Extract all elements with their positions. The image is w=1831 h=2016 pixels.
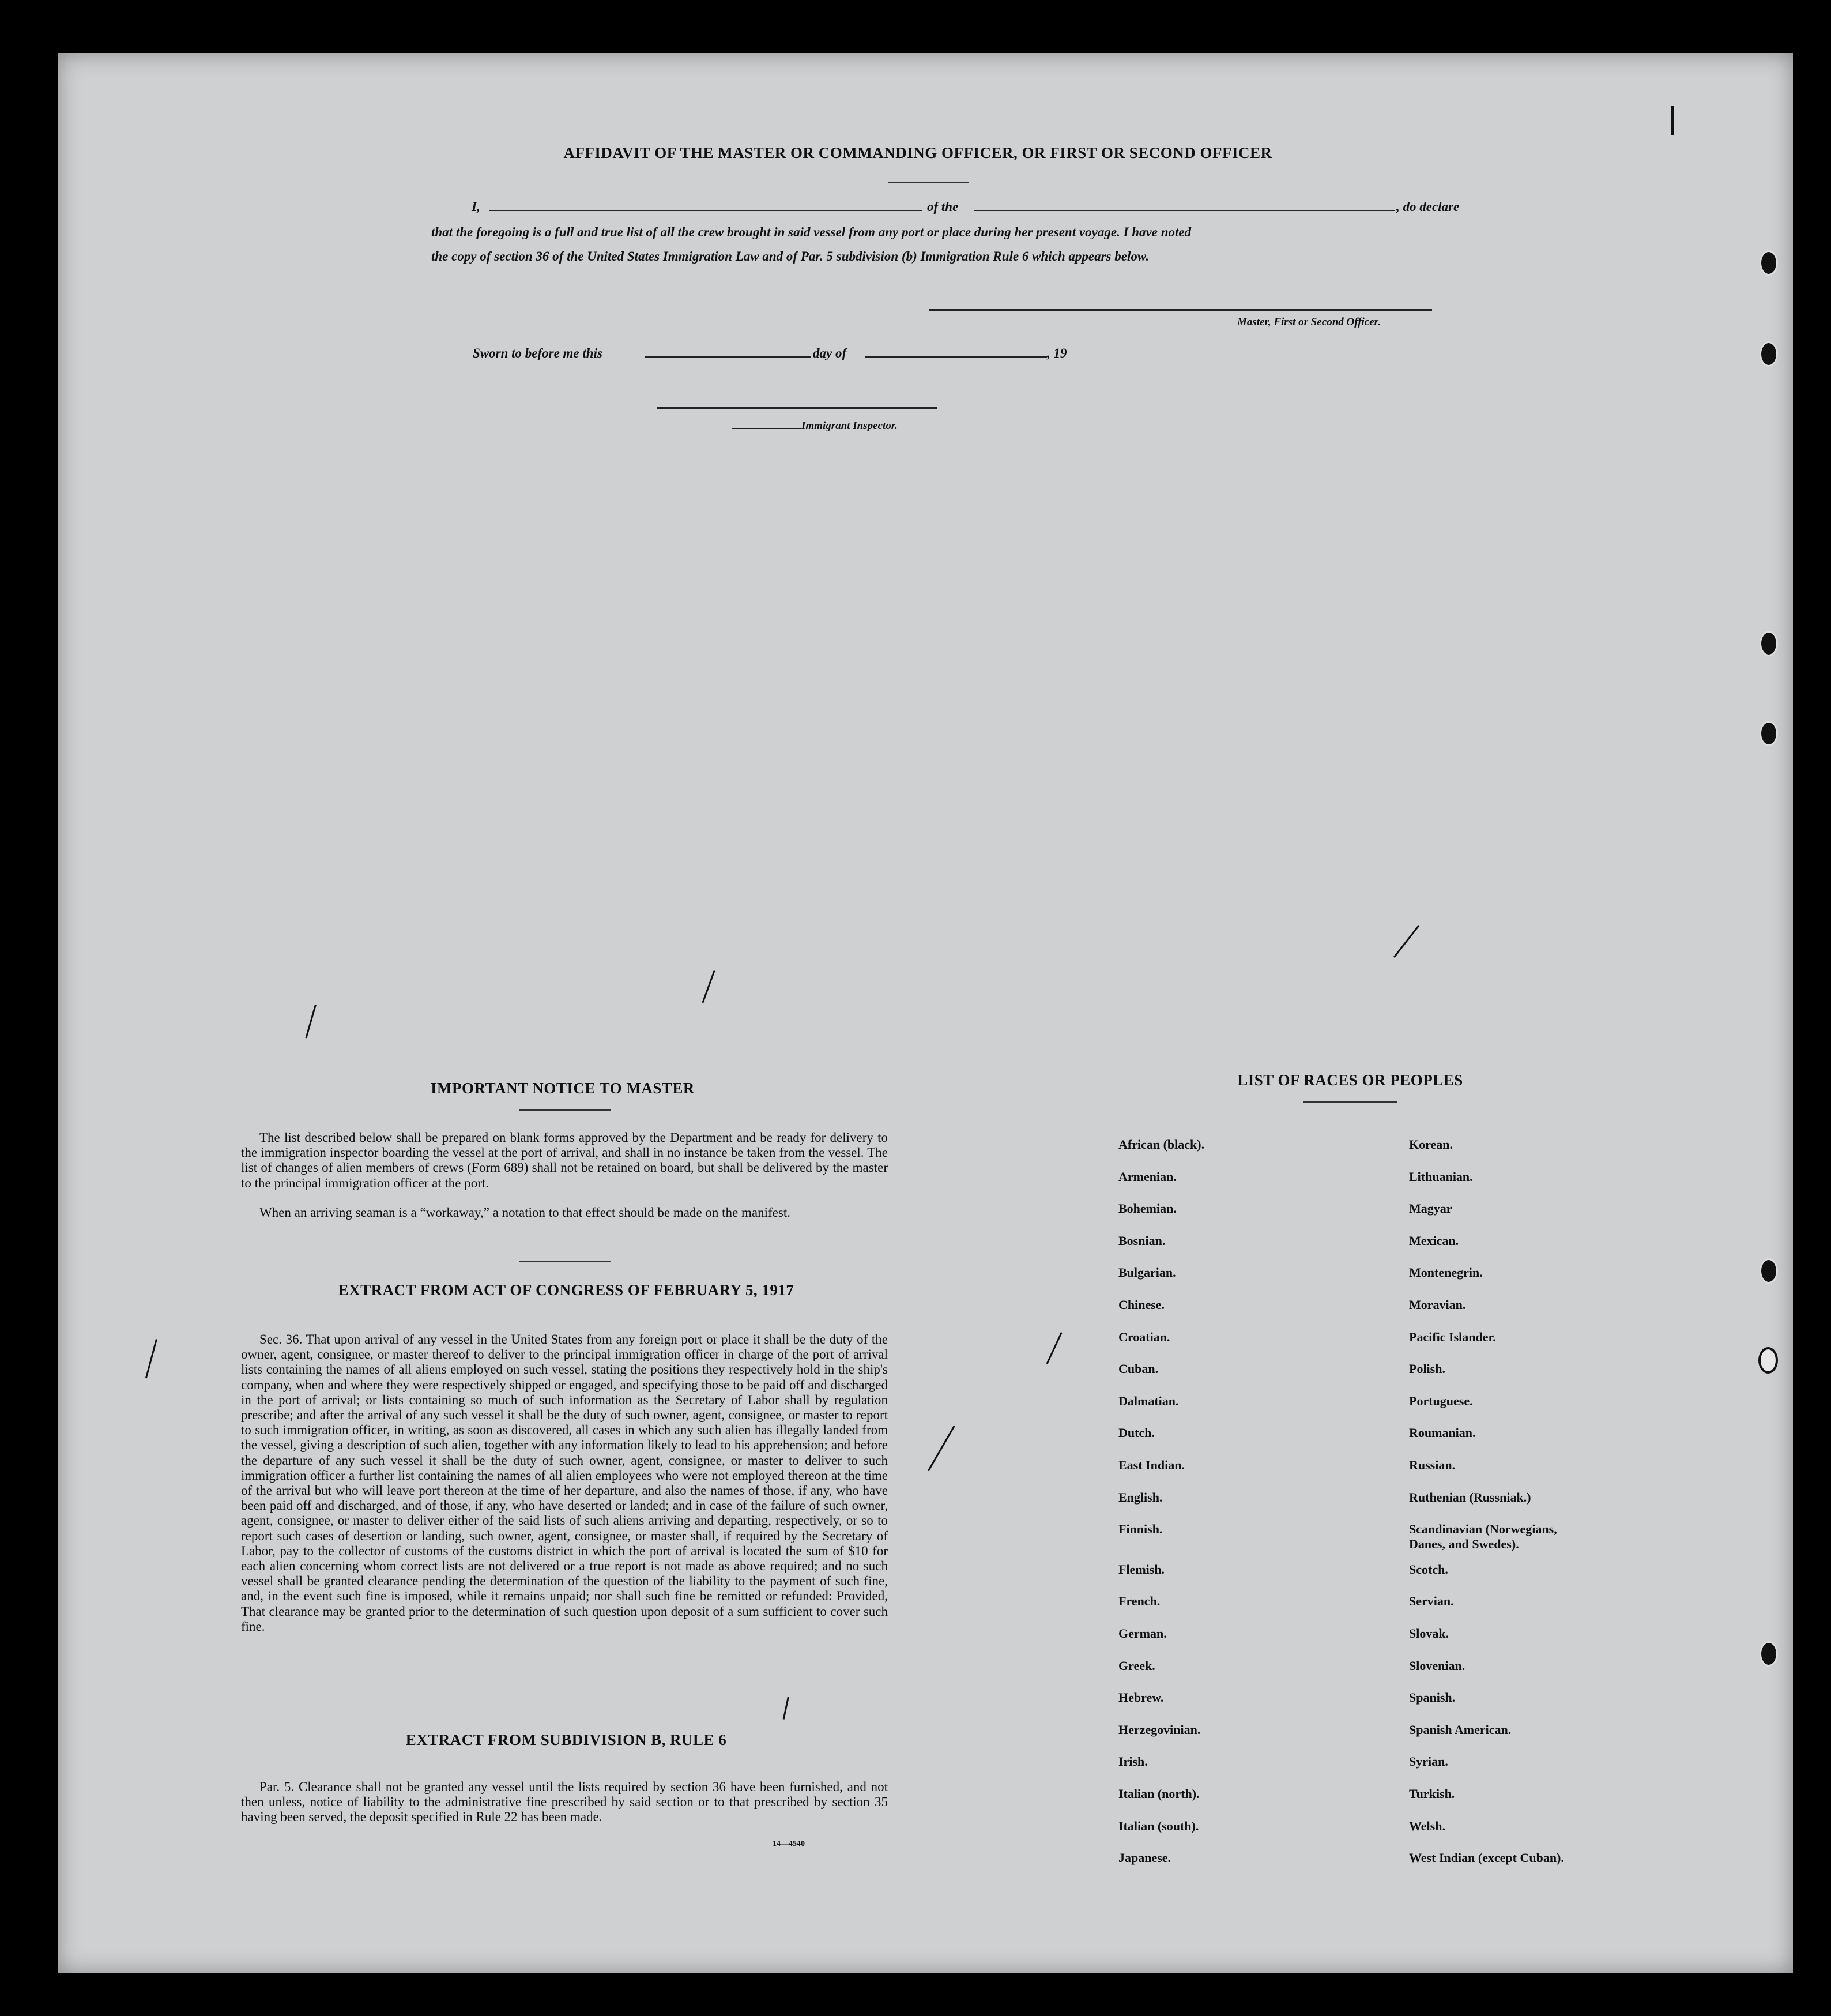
rule-title: EXTRACT FROM SUBDIVISION B, RULE 6	[405, 1731, 727, 1748]
binder-hole	[1760, 341, 1778, 367]
form-number: 14—4540	[773, 1840, 805, 1848]
notice-divider	[519, 1109, 611, 1111]
race-item: Russian.	[1409, 1458, 1456, 1472]
race-item: Hebrew.	[1118, 1690, 1164, 1705]
bleed-through	[196, 428, 206, 447]
pen-mark	[1393, 925, 1419, 958]
race-item: Italian (north).	[1118, 1786, 1200, 1801]
race-item: Bulgarian.	[1118, 1265, 1176, 1280]
inspector-caption-lead	[732, 428, 801, 429]
sworn-month-line[interactable]	[865, 356, 1047, 358]
race-item: Chinese.	[1118, 1297, 1165, 1312]
inspector-caption: Immigrant Inspector.	[801, 420, 898, 432]
sworn-day-line[interactable]	[645, 356, 811, 358]
race-item: Armenian.	[1118, 1169, 1177, 1184]
title-divider	[888, 182, 969, 183]
act-section-36-text: Sec. 36. That upon arrival of any vessel in the United States from any foreign port or place it shall be the duty of the owner, agent, consignee, or master thereof to deliver to the principal immigration officer in charge of the port of arrival lists containing the names of all aliens employed on such vessel, stating the positions they respectively hold in the ship's company, when and where they were respectively shipped or engaged, and specifying those to be paid off and discharged in the port of arrival; or lists containing so much of such information as the Secretary of Labor shall by regulation prescribe; and after the arrival of any such vessel it shall be the duty of such owner, agent, consignee, or master to report to such immigration officer, in writing, as soon as discovered, all cases in which any such alien has illegally landed from the vessel, giving a description of such alien, together with any information likely to lead to his apprehension; and before the departure of any such vessel it shall be the duty of such owner, agent, consignee, or master to deliver to such immigration officer a further list containing the names of all alien employees who were not employed thereon at the time of the arrival but who will leave port thereon at the time of her departure, and also the names of those, if any, who have been paid off and discharged, and of those, if any, who have deserted or landed; and in case of the failure of such owner, agent, consignee, or master to deliver either of the said lists of such aliens arriving and departing, respectively, or so to report such cases of desertion or landing, such owner, agent, consignee, or master shall, if required by the Secretary of Labor, pay to the collector of customs of the customs district in which the port of arrival is located the sum of $10 for each alien concerning whom correct lists are not delivered or a true report is not made as above required; and no such vessel shall be granted clearance pending the determination of the question of the liability to the payment of such fine, and, in the event such fine is imposed, while it remains unpaid; nor shall such fine be remitted or refunded: Provided, That clearance may be granted prior to the determination of such question upon deposit of a sum sufficient to cover such fine.	[241, 1332, 888, 1634]
act-title: EXTRACT FROM ACT OF CONGRESS OF FEBRUARY 5, 1917	[338, 1281, 794, 1299]
race-item: Slovak.	[1409, 1626, 1449, 1641]
sworn-day-label: day of	[813, 346, 847, 360]
affidavit-i-label: I,	[472, 200, 480, 214]
race-item: Scandinavian (Norwegians, Danes, and Swedes).	[1409, 1522, 1557, 1552]
race-item: Scotch.	[1409, 1562, 1448, 1577]
race-item: Polish.	[1409, 1361, 1445, 1376]
race-item: Herzegovinian.	[1118, 1722, 1201, 1737]
inspector-signature-line[interactable]	[657, 407, 937, 409]
pen-mark	[145, 1339, 157, 1378]
race-item: Irish.	[1118, 1754, 1148, 1769]
pen-mark	[702, 970, 715, 1003]
binder-hole	[1760, 631, 1778, 656]
race-item: Servian.	[1409, 1594, 1454, 1609]
officer-signature-caption: Master, First or Second Officer.	[1237, 316, 1381, 328]
race-item: Lithuanian.	[1409, 1169, 1473, 1184]
sworn-year-label: , 19	[1047, 346, 1067, 360]
affidavit-line-3: the copy of section 36 of the United States Immigration Law and of Par. 5 subdivision (b) Immigration Rule 6 which appears below.	[431, 249, 1150, 264]
race-item: French.	[1118, 1594, 1161, 1609]
binder-hole	[1760, 1641, 1778, 1667]
affidavit-of-the-label: of the	[927, 200, 959, 214]
act-divider-top	[519, 1261, 611, 1262]
race-item: Korean.	[1409, 1137, 1453, 1152]
race-item: Ruthenian (Russniak.)	[1409, 1490, 1531, 1505]
pen-mark	[928, 1426, 955, 1471]
race-item: Pacific Islander.	[1409, 1329, 1496, 1344]
race-item: Turkish.	[1409, 1786, 1455, 1801]
race-item: Finnish.	[1118, 1522, 1163, 1537]
race-item: Greek.	[1118, 1658, 1155, 1673]
binder-hole	[1760, 721, 1778, 746]
race-item: Slovenian.	[1409, 1658, 1465, 1673]
pen-mark	[1046, 1332, 1063, 1364]
rule-par-5-text: Par. 5. Clearance shall not be granted any vessel until the lists required by section 36 have been furnished, and not then unless, notice of liability to the administrative fine prescribed by said section or to that prescribed by section 35 having been served, the deposit specified in Rule 22 has been made.	[241, 1780, 888, 1825]
race-item: Moravian.	[1409, 1297, 1466, 1312]
pen-mark	[1671, 106, 1674, 135]
race-item: Montenegrin.	[1409, 1265, 1483, 1280]
race-item: Spanish.	[1409, 1690, 1456, 1705]
sworn-prefix: Sworn to before me this	[473, 346, 602, 360]
notice-title: IMPORTANT NOTICE TO MASTER	[431, 1080, 695, 1097]
race-item: English.	[1118, 1490, 1163, 1505]
race-item: Cuban.	[1118, 1361, 1159, 1376]
race-item: West Indian (except Cuban).	[1409, 1850, 1564, 1865]
binder-hole	[1760, 250, 1778, 276]
name-line[interactable]	[489, 210, 922, 211]
binder-hole	[1760, 1258, 1778, 1284]
race-item: German.	[1118, 1626, 1167, 1641]
races-divider	[1303, 1101, 1397, 1103]
race-item: Syrian.	[1409, 1754, 1448, 1769]
race-item: Dalmatian.	[1118, 1393, 1179, 1408]
notice-paragraph-2: When an arriving seaman is a “workaway,” a notation to that effect should be made on the manifest.	[259, 1205, 790, 1220]
race-item: Flemish.	[1118, 1562, 1165, 1577]
affidavit-line-2: that the foregoing is a full and true list of all the crew brought in said vessel from any port or place during her present voyage. I have noted	[431, 225, 1192, 239]
race-item: African (black).	[1118, 1137, 1205, 1152]
race-item: Japanese.	[1118, 1850, 1171, 1865]
pen-mark	[783, 1697, 789, 1720]
race-item: Dutch.	[1118, 1426, 1155, 1440]
pen-mark	[305, 1005, 316, 1039]
race-item: East Indian.	[1118, 1458, 1185, 1472]
race-item: Magyar	[1409, 1201, 1452, 1216]
race-item: Welsh.	[1409, 1818, 1445, 1833]
binder-hole	[1758, 1347, 1778, 1374]
officer-signature-line[interactable]	[929, 309, 1432, 311]
race-item: Croatian.	[1118, 1329, 1170, 1344]
vessel-line[interactable]	[974, 210, 1395, 211]
race-item: Spanish American.	[1409, 1722, 1512, 1737]
races-title: LIST OF RACES OR PEOPLES	[1237, 1071, 1463, 1089]
race-item: Bosnian.	[1118, 1233, 1166, 1248]
race-item: Roumanian.	[1409, 1426, 1476, 1440]
affidavit-declare-label: , do declare	[1396, 200, 1460, 214]
affidavit-title: AFFIDAVIT OF THE MASTER OR COMMANDING OFFICER, OR FIRST OR SECOND OFFICER	[563, 144, 1272, 161]
notice-paragraph-1: The list described below shall be prepared on blank forms approved by the Department and be ready for delivery to the immigration inspector boarding the vessel at the port of arrival, and shall in no instance be taken from the vessel. The list of changes of alien members of crews (Form 689) shall not be retained on board, but shall be delivered by the master to the principal immigration officer at the port.	[241, 1130, 888, 1190]
race-item: Italian (south).	[1118, 1818, 1199, 1833]
race-item: Bohemian.	[1118, 1201, 1177, 1216]
document-page	[58, 53, 1793, 1973]
race-item: Portuguese.	[1409, 1393, 1473, 1408]
race-item: Mexican.	[1409, 1233, 1459, 1248]
